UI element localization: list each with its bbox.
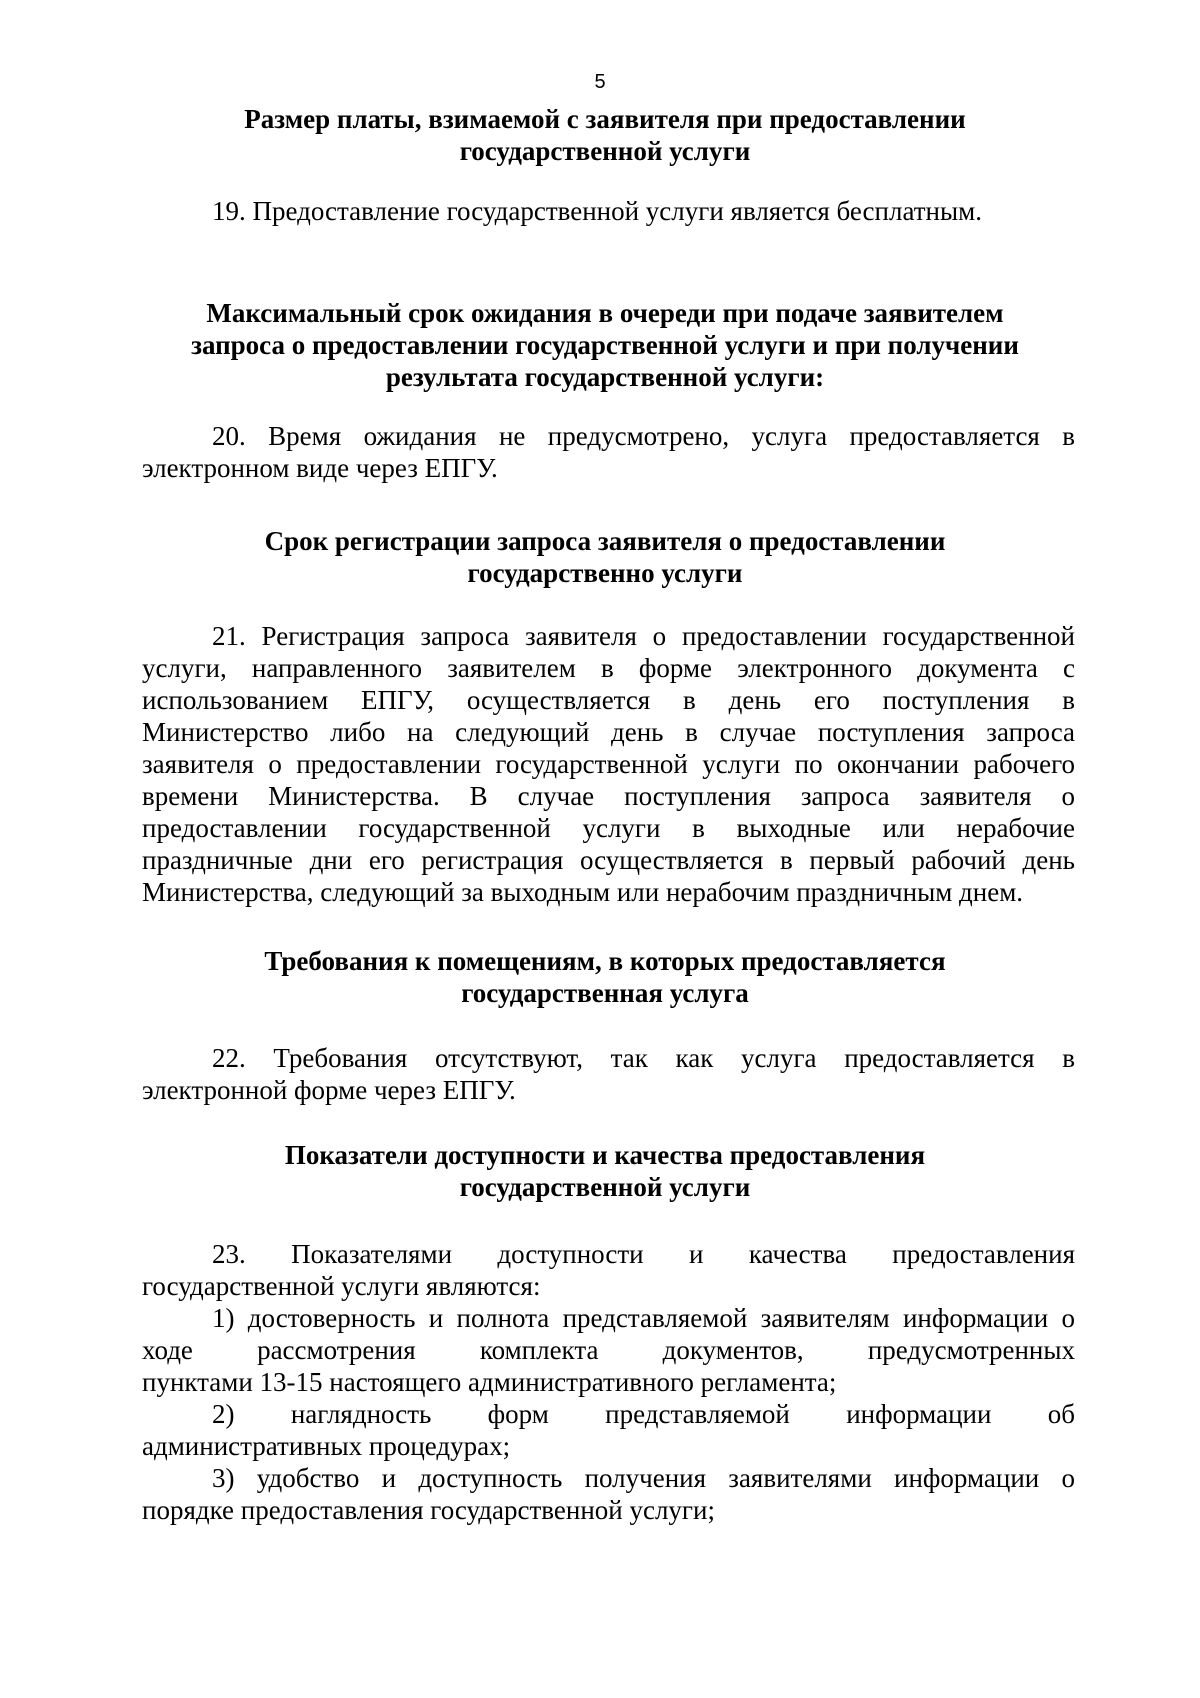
section-heading-premises (140, 945, 1070, 1009)
text-line: услуги, направленного заявителем в форме электронного документа с (142, 653, 1075, 683)
heading-line: государственная услуга (461, 978, 749, 1008)
heading-line: Требования к помещениям, в которых предоставляется (264, 946, 946, 976)
text-line: праздничные дни его регистрация осуществляется в первый рабочий день (142, 845, 1075, 875)
heading-line: результата государственной услуги: (385, 362, 825, 392)
heading-line: Максимальный срок ожидания в очереди при подаче заявителем (206, 298, 1004, 328)
text-line: 1) достоверность и полнота представляемой заявителям информации о (212, 1303, 1075, 1333)
section-heading-queue-time (140, 297, 1070, 393)
heading-line: государственной услуги (459, 1172, 751, 1202)
heading-line: Размер платы, взимаемой с заявителя при предоставлении (244, 104, 966, 134)
text-line: Министерство либо на следующий день в случае поступления запроса (142, 717, 1075, 747)
heading-line: Срок регистрации запроса заявителя о предоставлении (264, 526, 946, 556)
text-line: предоставлении государственной услуги в выходные или нерабочие (142, 813, 1075, 843)
paragraph-22 (142, 1042, 1075, 1106)
heading-line: запроса о предоставлении государственной услуги и при получении (191, 330, 1019, 360)
text-line: государственной услуги являются: (142, 1271, 541, 1301)
text-line: времени Министерства. В случае поступления запроса заявителя о (142, 781, 1075, 811)
paragraph-19 (142, 195, 1075, 227)
text-line: административных процедурах; (142, 1431, 511, 1461)
text-line: ходе рассмотрения комплекта документов, предусмотренных (142, 1335, 1075, 1365)
text-line: заявителя о предоставлении государственной услуги по окончании рабочего (142, 749, 1075, 779)
text-line: Министерства, следующий за выходным или нерабочим праздничным днем. (142, 877, 1024, 907)
text-line: 20. Время ожидания не предусмотрено, услуга предоставляется в (212, 421, 1075, 451)
text-line: 19. Предоставление государственной услуги является бесплатным. (212, 196, 982, 226)
page-number: 5 (594, 71, 606, 93)
section-heading-quality-indicators (140, 1139, 1070, 1203)
heading-line: Показатели доступности и качества предоставления (284, 1140, 926, 1170)
heading-line: государственной услуги (459, 136, 751, 166)
text-line: 23. Показателями доступности и качества предоставления (212, 1239, 1075, 1269)
paragraph-21 (142, 620, 1075, 908)
text-line: 22. Требования отсутствуют, так как услуга предоставляется в (212, 1043, 1075, 1073)
text-line: 3) удобство и доступность получения заявителями информации о (212, 1463, 1075, 1493)
section-heading-registration (140, 525, 1070, 589)
text-line: электронной форме через ЕПГУ. (142, 1075, 516, 1105)
text-line: пунктами 13-15 настоящего административного регламента; (142, 1367, 837, 1397)
text-line: порядке предоставления государственной услуги; (142, 1495, 715, 1525)
text-line: 21. Регистрация запроса заявителя о предоставлении государственной (212, 621, 1075, 651)
text-line: электронном виде через ЕПГУ. (142, 453, 498, 483)
paragraph-20 (142, 420, 1075, 484)
section-heading-fee (140, 103, 1070, 167)
paragraph-23 (142, 1238, 1075, 1526)
heading-line: государственно услуги (467, 558, 743, 588)
text-line: использованием ЕПГУ, осуществляется в день его поступления в (142, 685, 1075, 715)
text-line: 2) наглядность форм представляемой информации об (212, 1399, 1075, 1429)
